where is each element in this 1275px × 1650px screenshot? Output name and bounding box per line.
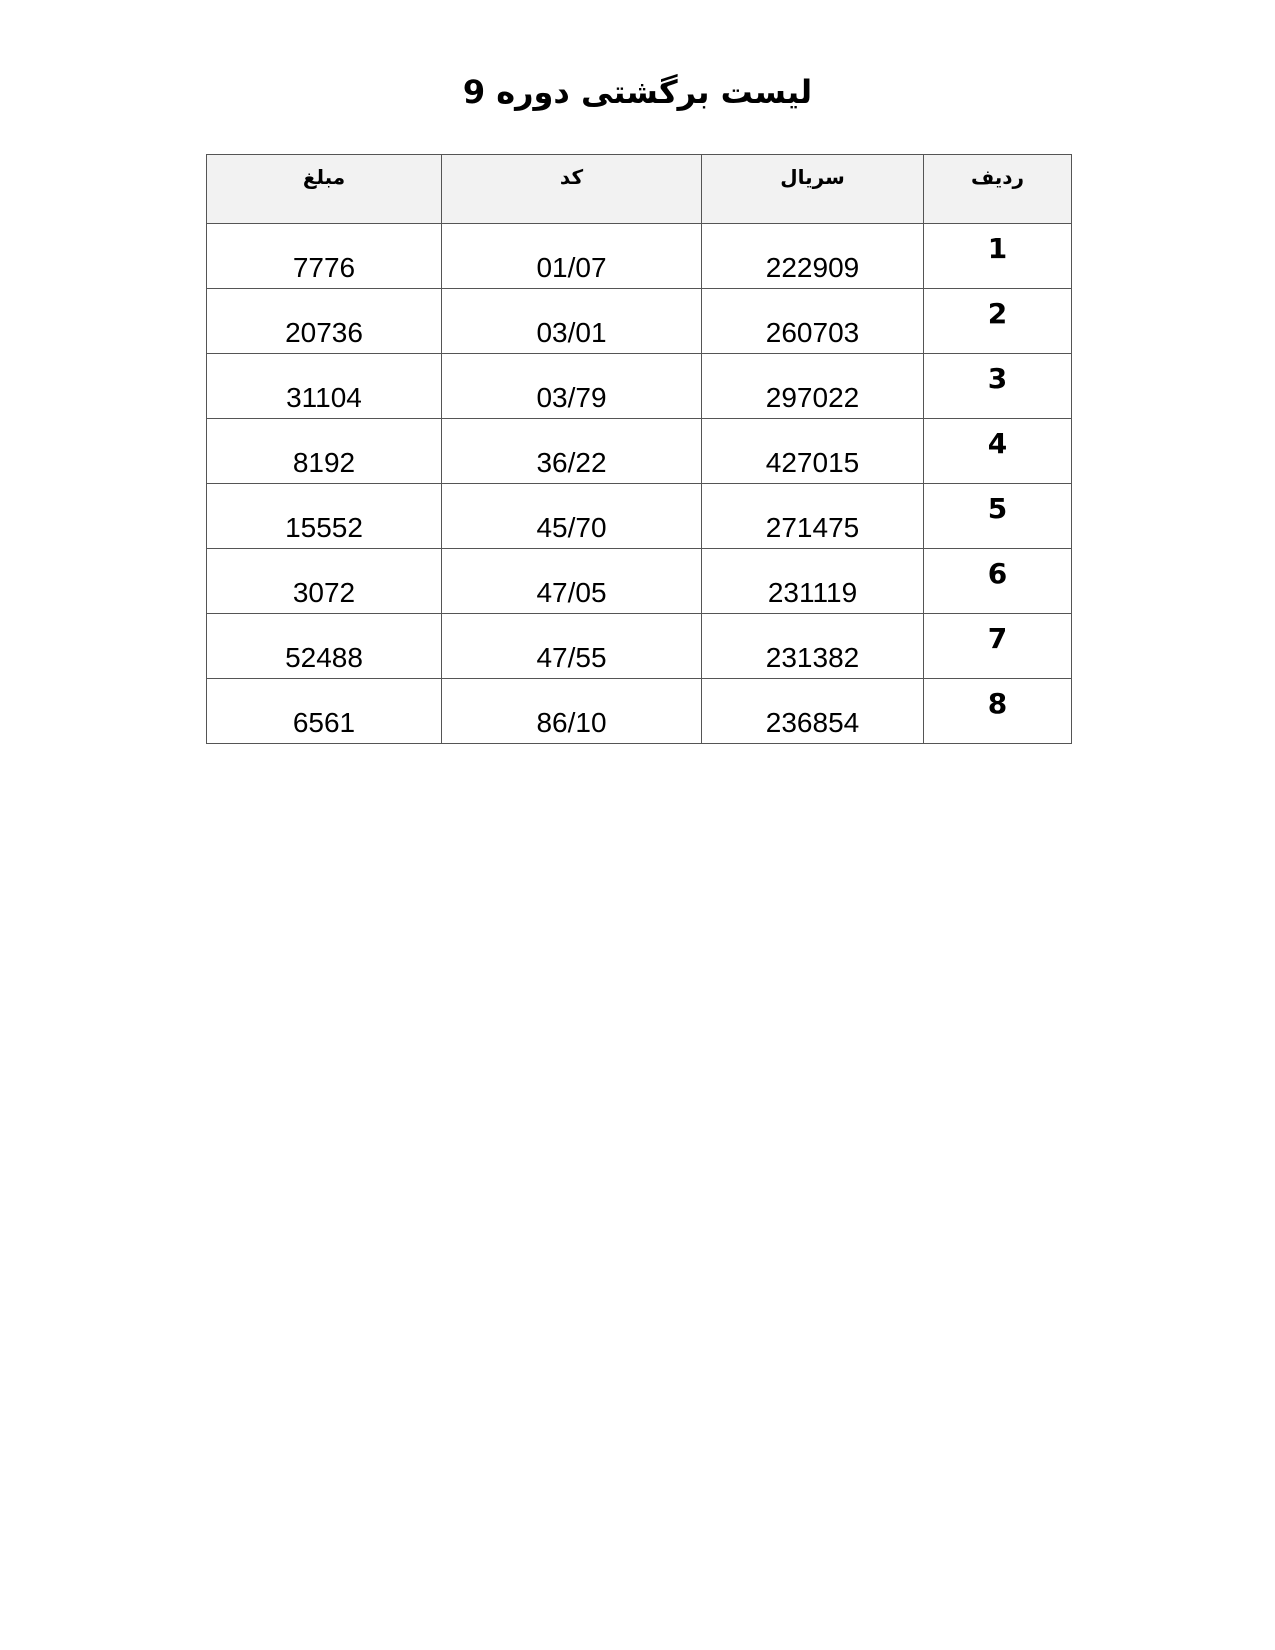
table-row	[207, 549, 1072, 614]
header-code: کد	[442, 155, 702, 224]
cell-radif: 2	[924, 289, 1072, 354]
table-row	[207, 224, 1072, 289]
cell-code: 45/70	[442, 484, 702, 549]
cell-serial: 231382	[702, 614, 924, 679]
cell-amount: 52488	[207, 614, 442, 679]
cell-radif: 4	[924, 419, 1072, 484]
cell-serial: 297022	[702, 354, 924, 419]
cell-code: 03/79	[442, 354, 702, 419]
table-row	[207, 419, 1072, 484]
cell-code: 03/01	[442, 289, 702, 354]
table-row	[207, 354, 1072, 419]
header-serial: سریال	[702, 155, 924, 224]
cell-amount: 15552	[207, 484, 442, 549]
cell-code: 01/07	[442, 224, 702, 289]
cell-amount: 6561	[207, 679, 442, 744]
returns-table	[206, 154, 1072, 744]
cell-radif: 7	[924, 614, 1072, 679]
cell-serial: 231119	[702, 549, 924, 614]
cell-radif: 5	[924, 484, 1072, 549]
cell-amount: 31104	[207, 354, 442, 419]
cell-amount: 8192	[207, 419, 442, 484]
cell-amount: 7776	[207, 224, 442, 289]
cell-code: 47/05	[442, 549, 702, 614]
table-header-row	[207, 155, 1072, 224]
cell-radif: 8	[924, 679, 1072, 744]
table-row	[207, 289, 1072, 354]
page-title: لیست برگشتی دوره 9	[462, 73, 813, 111]
cell-code: 36/22	[442, 419, 702, 484]
header-radif: ردیف	[924, 155, 1072, 224]
cell-radif: 6	[924, 549, 1072, 614]
table-row	[207, 614, 1072, 679]
cell-amount: 3072	[207, 549, 442, 614]
table-row	[207, 679, 1072, 744]
cell-code: 47/55	[442, 614, 702, 679]
table-row	[207, 484, 1072, 549]
cell-code: 86/10	[442, 679, 702, 744]
cell-radif: 3	[924, 354, 1072, 419]
cell-serial: 236854	[702, 679, 924, 744]
cell-serial: 222909	[702, 224, 924, 289]
cell-radif: 1	[924, 224, 1072, 289]
cell-amount: 20736	[207, 289, 442, 354]
cell-serial: 271475	[702, 484, 924, 549]
cell-serial: 260703	[702, 289, 924, 354]
header-amount: مبلغ	[207, 155, 442, 224]
cell-serial: 427015	[702, 419, 924, 484]
